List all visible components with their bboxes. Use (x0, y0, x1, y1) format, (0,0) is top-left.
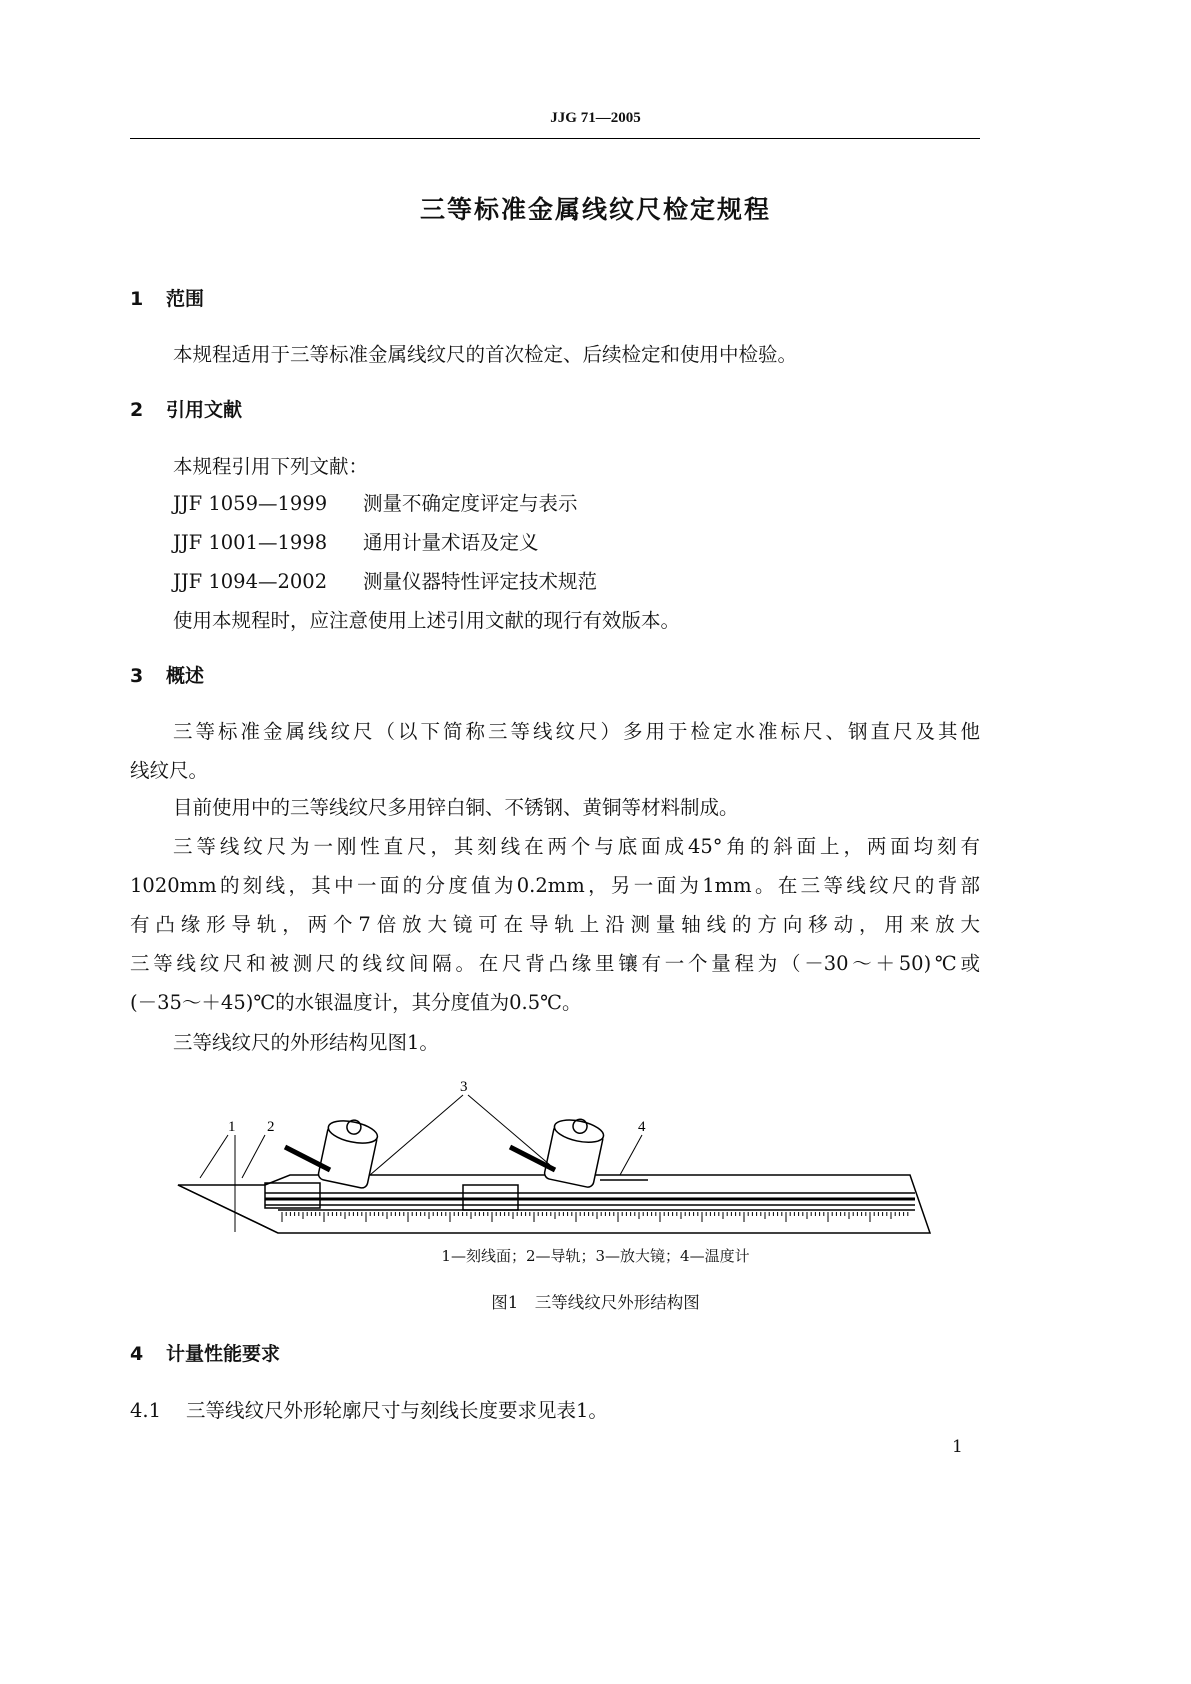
paragraph-line: 三等线纹尺的外形结构见图1。 (173, 1031, 439, 1054)
running-header: JJG 71—2005 (550, 110, 641, 126)
section-number: 2 (130, 399, 144, 421)
ruler-structure-figure (170, 1075, 940, 1245)
paragraph-line: 三等标准金属线纹尺（以下简称三等线纹尺）多用于检定水准标尺、钢直尺及其他 (173, 720, 980, 743)
reference-item (173, 566, 597, 594)
section-heading-2 (130, 395, 242, 422)
paragraph-line: 1020mm的刻线，其中一面的分度值为0.2mm，另一面为1mm。在三等线纹尺的背部 (130, 874, 980, 897)
paragraph-line: 三等线纹尺为一刚性直尺，其刻线在两个与底面成45°角的斜面上，两面均刻有 (173, 835, 980, 858)
clause-4-1 (130, 1395, 608, 1423)
figure-label-2: 2 (267, 1119, 275, 1135)
section-number: 4 (130, 1343, 144, 1365)
paragraph-line: 有凸缘形导轨，两个7倍放大镜可在导轨上沿测量轴线的方向移动，用来放大 (130, 913, 980, 936)
clause-text: 三等线纹尺外形轮廓尺寸与刻线长度要求见表1。 (186, 1399, 608, 1422)
header-rule (130, 138, 980, 139)
section-heading-3 (130, 661, 204, 688)
figure-label-3: 3 (460, 1079, 468, 1095)
paragraph: 本规程适用于三等标准金属线纹尺的首次检定、后续检定和使用中检验。 (173, 343, 798, 366)
section-title: 引用文献 (166, 399, 243, 421)
reference-name: 测量不确定度评定与表示 (363, 492, 578, 515)
paragraph-line: 线纹尺。 (130, 759, 209, 782)
reference-code: JJF 1001—1998 (173, 531, 328, 554)
reference-name: 测量仪器特性评定技术规范 (363, 570, 598, 593)
clause-number: 4.1 (130, 1399, 162, 1422)
paragraph: 本规程引用下列文献： (173, 455, 369, 478)
figure-label-4: 4 (638, 1119, 646, 1135)
section-number: 3 (130, 665, 144, 687)
section-title: 概述 (166, 665, 205, 687)
figure-legend: 1—刻线面；2—导轨；3—放大镜；4—温度计 (441, 1247, 750, 1265)
reference-name: 通用计量术语及定义 (363, 531, 539, 554)
reference-code: JJF 1059—1999 (173, 492, 328, 515)
section-heading-4 (130, 1339, 280, 1366)
reference-item (173, 488, 578, 516)
paragraph: 使用本规程时，应注意使用上述引用文献的现行有效版本。 (173, 609, 681, 632)
reference-item (173, 527, 539, 555)
page-number: 1 (952, 1437, 963, 1457)
reference-code: JJF 1094—2002 (173, 570, 328, 593)
section-heading-1 (130, 284, 204, 311)
paragraph-line: 三等线纹尺和被测尺的线纹间隔。在尺背凸缘里镶有一个量程为（－30～＋50)℃或 (130, 952, 980, 975)
section-title: 计量性能要求 (166, 1343, 281, 1365)
figure-title: 图1 三等线纹尺外形结构图 (491, 1293, 700, 1312)
paragraph-line: (－35～＋45)℃的水银温度计，其分度值为0.5℃。 (130, 991, 582, 1014)
document-title: 三等标准金属线纹尺检定规程 (419, 195, 771, 224)
section-title: 范围 (166, 288, 205, 310)
section-number: 1 (130, 288, 144, 310)
figure-label-1: 1 (228, 1119, 236, 1135)
paragraph-line: 目前使用中的三等线纹尺多用锌白铜、不锈钢、黄铜等材料制成。 (173, 796, 739, 819)
